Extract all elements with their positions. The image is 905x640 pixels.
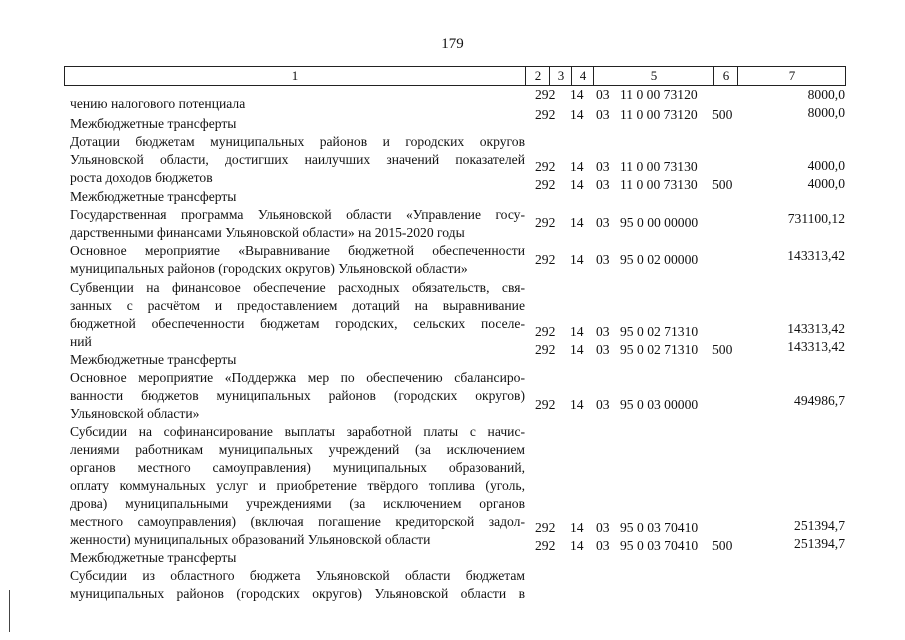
code-section: 14 <box>570 107 584 122</box>
page-number: 179 <box>441 36 464 52</box>
amount: 731100,12 <box>787 211 845 226</box>
desc-line: ванности бюджетов муниципальных районов (городских округов) <box>70 388 525 403</box>
desc-line: дрова) муниципальными учреждениями (за исключением органов <box>70 496 525 511</box>
desc-line: местного самоуправления) (включая погашение кредиторской задол- <box>70 514 525 529</box>
code-subsection: 03 <box>596 397 610 412</box>
code-section: 14 <box>570 324 584 339</box>
code-target: 95 0 00 00000 <box>620 215 699 230</box>
code-gov: 292 <box>535 107 556 122</box>
desc-line: Основное мероприятие «Выравнивание бюджетной обеспеченности <box>70 243 525 258</box>
code-target: 95 0 03 70410 <box>620 520 699 535</box>
desc-line: ний <box>70 334 92 349</box>
header-col-3: 3 <box>549 67 572 85</box>
code-section: 14 <box>570 397 584 412</box>
desc-line: бюджетной обеспеченности бюджетам городских, сельских поселе- <box>70 316 525 331</box>
code-subsection: 03 <box>596 342 610 357</box>
code-subsection: 03 <box>596 324 610 339</box>
code-subsection: 03 <box>596 538 610 553</box>
desc-line: оплату коммунальных услуг и приобретение твёрдого топлива (уголь, <box>70 478 525 493</box>
code-target: 11 0 00 73120 <box>620 87 698 102</box>
desc-line: Межбюджетные трансферты <box>70 352 237 367</box>
amount: 4000,0 <box>807 176 845 191</box>
code-section: 14 <box>570 87 584 102</box>
desc-line: Государственная программа Ульяновской области «Управление госу- <box>70 207 525 222</box>
desc-line: Межбюджетные трансферты <box>70 189 237 204</box>
code-subsection: 03 <box>596 87 610 102</box>
code-type: 500 <box>712 107 733 122</box>
code-type: 500 <box>712 538 733 553</box>
desc-line: Ульяновской области» <box>70 406 200 421</box>
header-col-5: 5 <box>593 67 714 85</box>
code-section: 14 <box>570 538 584 553</box>
desc-line: Дотации бюджетам муниципальных районов и городских округов <box>70 134 525 149</box>
header-col-1: 1 <box>291 68 299 83</box>
desc-line: Субсидии из областного бюджета Ульяновской области бюджетам <box>70 568 525 583</box>
code-target: 11 0 00 73130 <box>620 177 698 192</box>
amount: 8000,0 <box>807 87 845 102</box>
desc-line: лениями работникам муниципальных учреждений (за исключением <box>70 442 525 457</box>
header-col-7: 7 <box>737 67 846 85</box>
desc-line: женности) муниципальных образований Ульяновской области <box>70 532 431 547</box>
desc-line: роста доходов бюджетов <box>70 170 213 185</box>
code-target: 95 0 03 00000 <box>620 397 699 412</box>
amount: 143313,42 <box>787 248 845 263</box>
code-section: 14 <box>570 252 584 267</box>
amount: 8000,0 <box>807 105 845 120</box>
desc-line: муниципальных районов (городских округов) Ульяновской области» <box>70 261 468 276</box>
margin-line <box>9 590 10 632</box>
code-gov: 292 <box>535 520 556 535</box>
desc-line: чению налогового потенциала <box>70 96 246 111</box>
code-subsection: 03 <box>596 252 610 267</box>
code-gov: 292 <box>535 215 556 230</box>
amount: 494986,7 <box>794 393 845 408</box>
desc-line: Ульяновской области, достигших наилучших значений показателей <box>70 152 525 167</box>
code-section: 14 <box>570 159 584 174</box>
code-type: 500 <box>712 177 733 192</box>
code-target: 95 0 02 71310 <box>620 324 699 339</box>
desc-line: Межбюджетные трансферты <box>70 550 237 565</box>
code-section: 14 <box>570 215 584 230</box>
code-gov: 292 <box>535 324 556 339</box>
code-subsection: 03 <box>596 520 610 535</box>
code-target: 11 0 00 73120 <box>620 107 698 122</box>
amount: 251394,7 <box>794 536 845 551</box>
desc-line: муниципальных районов (городских округов) Ульяновской области в <box>70 586 525 601</box>
code-subsection: 03 <box>596 159 610 174</box>
code-section: 14 <box>570 520 584 535</box>
code-subsection: 03 <box>596 215 610 230</box>
desc-line: занных с расчётом и предоставлением дотаций на выравнивание <box>70 298 525 313</box>
code-gov: 292 <box>535 252 556 267</box>
header-col-6: 6 <box>713 67 738 85</box>
desc-line: Основное мероприятие «Поддержка мер по обеспечению сбалансиро- <box>70 370 525 385</box>
code-type: 500 <box>712 342 733 357</box>
amount: 143313,42 <box>787 339 845 354</box>
code-subsection: 03 <box>596 177 610 192</box>
code-section: 14 <box>570 342 584 357</box>
code-target: 95 0 02 71310 <box>620 342 699 357</box>
code-section: 14 <box>570 177 584 192</box>
desc-line: Межбюджетные трансферты <box>70 116 237 131</box>
code-subsection: 03 <box>596 107 610 122</box>
code-gov: 292 <box>535 177 556 192</box>
header-col-2: 2 <box>525 67 550 85</box>
code-gov: 292 <box>535 159 556 174</box>
code-target: 95 0 02 00000 <box>620 252 699 267</box>
code-gov: 292 <box>535 538 556 553</box>
desc-line: органов местного самоуправления) муниципальных образований, <box>70 460 525 475</box>
code-target: 95 0 03 70410 <box>620 538 699 553</box>
header-col-4: 4 <box>571 67 594 85</box>
desc-line: Субсидии на софинансирование выплаты заработной платы с начис- <box>70 424 525 439</box>
code-gov: 292 <box>535 397 556 412</box>
code-target: 11 0 00 73130 <box>620 159 698 174</box>
code-gov: 292 <box>535 87 556 102</box>
table-header <box>64 66 846 86</box>
desc-line: дарственными финансами Ульяновской области» на 2015-2020 годы <box>70 225 465 240</box>
amount: 4000,0 <box>807 158 845 173</box>
desc-line: Субвенции на финансовое обеспечение расходных обязательств, свя- <box>70 280 525 295</box>
amount: 251394,7 <box>794 518 845 533</box>
code-gov: 292 <box>535 342 556 357</box>
amount: 143313,42 <box>787 321 845 336</box>
